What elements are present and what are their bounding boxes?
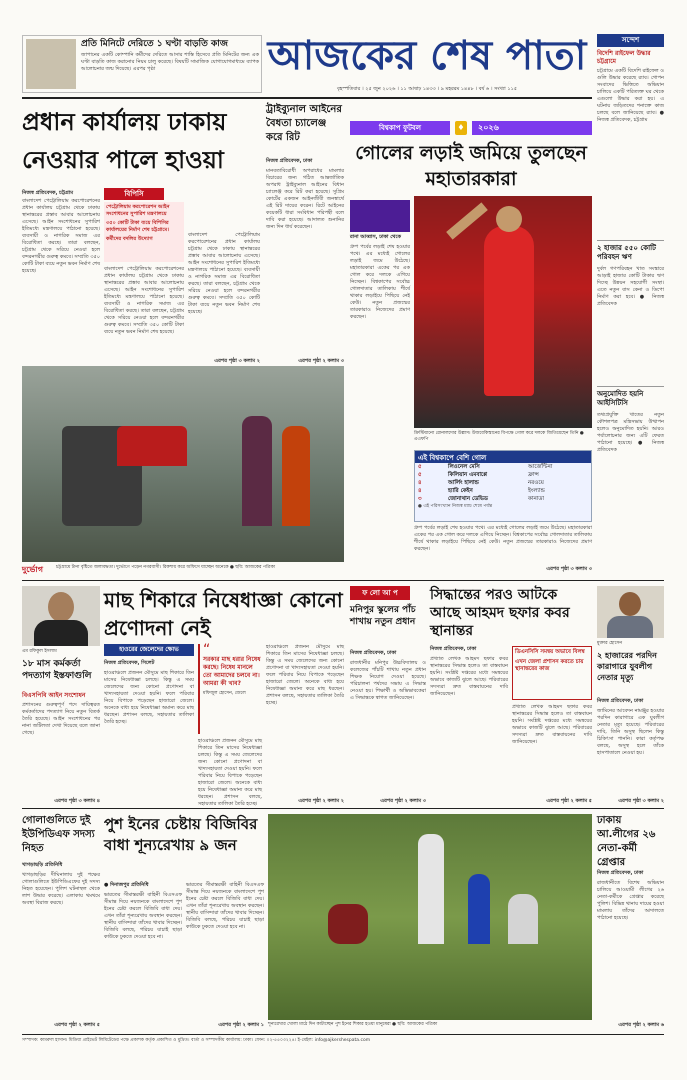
push-continued[interactable]: এরপর পৃষ্ঠা ২ কলাম ১ bbox=[218, 1022, 264, 1028]
trophy-icon: ♦ bbox=[455, 121, 467, 135]
table-row bbox=[415, 463, 591, 471]
jubo-continued[interactable]: এরপর পৃষ্ঠা ৩ কলাম ২ bbox=[618, 798, 664, 804]
grave-text-col1: প্রখ্যাত লেখক আহমদ ছফার কবর স্থানান্তরের সিদ্ধান্ত হলেও তা বাস্তবায়ন হয়নি। সংশ্লিষ্ট দপ্তরের মধ্যে সমন্বয়ের অভাবে কাজটি ঝুলে আছে। পরিবারের সদস্যরা দ্রুত বাস্তবায়নের দাবি জানিয়েছেন। bbox=[430, 656, 508, 697]
tribunal-byline: নিজস্ব প্রতিবেদক, ঢাকা bbox=[266, 158, 313, 164]
worldcup-text-col2: গ্রুপ পর্বের লড়াই শেষ হওয়ার পথে। এর মধ্যেই গোলের লড়াই জমে উঠেছে। মহাতারকারা একের পর এক গোল করে দলকে এগিয়ে নিচ্ছেন। বিশ্বকাপের সর্বোচ্চ গোলদাতার তালিকায় শীর্ষে থাকার লড়াইয়ে পিছিয়ে নেই কেউ। নতুন প্রজন্মের তারকারাও নিজেদের প্রমাণ করছেন। bbox=[414, 525, 592, 552]
player-arm bbox=[446, 202, 488, 239]
official-photo bbox=[22, 586, 100, 646]
push-text-col2: ভারতের সীমান্তরক্ষী বাহিনী বিএসএফ সীমান্ত দিয়ে নয়জনকে বাংলাদেশে পুশ ইনের চেষ্টা করলে বিজিবি বাধা দেয়। এখন তাঁরা শূন্যরেখায় অবস্থান করছেন। স্থানীয় বাসিন্দারা তাঁদের খাবার দিচ্ছেন। বিজিবি বলছে, পরিচয় যাচাই ছাড়া কাউকে ঢুকতে দেওয়া হবে না। bbox=[186, 882, 264, 930]
quote-mark-icon: “ bbox=[203, 642, 211, 658]
player-cell: হ্যারি কেইন bbox=[448, 488, 473, 494]
official-head bbox=[48, 592, 74, 622]
rickshaw-hood bbox=[117, 426, 187, 466]
upf-continued[interactable]: এরপর পৃষ্ঠা ২ কলাম ৫ bbox=[54, 1022, 100, 1028]
jubo-photo-caption: মুক্তার হোসেন bbox=[597, 641, 623, 646]
left-mid-headline[interactable]: ১৮ মাস কর্মকর্তা পদত্যাগ ইস্তফাগুলি bbox=[22, 659, 92, 681]
person-shape bbox=[418, 834, 444, 944]
lead-headline[interactable]: প্রধান কার্যালয় ঢাকায় নেওয়ার পালে হাওয়া bbox=[22, 108, 227, 174]
worldcup-reporter-photo bbox=[350, 200, 410, 232]
push-photo bbox=[268, 814, 592, 1020]
section-rule bbox=[22, 580, 664, 581]
person-shape bbox=[508, 894, 538, 944]
lead-continued[interactable]: এরপর পৃষ্ঠা ৩ কলাম ২ bbox=[214, 358, 260, 364]
dateline: বৃহস্পতিবার । ২৫ জুন ২০২৬ । ১১ আষাঢ় ১৪৩৩ । ৯ মহররম ১৪৪৮ । বর্ষ ৬ । সংখ্যা ১১৫ bbox=[336, 86, 518, 92]
player-cell: আর্লিং হালান্ড bbox=[448, 480, 479, 486]
sandesh-label: সন্দেশ bbox=[597, 34, 664, 47]
grave-continued[interactable]: এরপর পৃষ্ঠা ২ কলাম ৫ bbox=[546, 798, 592, 804]
goals-cell: ৩ bbox=[418, 496, 422, 502]
footer-rule bbox=[22, 1034, 664, 1035]
worldcup-byline: রানা আব্বাস, ঢাকা থেকে bbox=[350, 234, 401, 240]
promo-box bbox=[22, 35, 262, 93]
team-cell: আর্জেন্টিনা bbox=[528, 464, 553, 470]
ronaldo-photo bbox=[414, 196, 592, 428]
sandesh-divider-1 bbox=[597, 240, 664, 241]
jubo-head bbox=[619, 592, 641, 616]
table-row bbox=[415, 479, 591, 487]
person-shape bbox=[242, 416, 272, 526]
promo-text: জাপানের একটি কোম্পানি কর্মীদের দেরিতে আসার শাস্তি হিসেবে প্রতি মিনিটের জন্য এক ঘণ্টা বাড়তি কাজ করানোর নিয়ম চালু করেছে। বিষয়টি সামাজিক যোগাযোগমাধ্যমে ব্যাপক আলোচনার জন্ম দিয়েছে। এরপর পৃষ্ঠা bbox=[81, 52, 259, 72]
worldcup-continued[interactable]: এরপর পৃষ্ঠা ৩ কলাম ৩ bbox=[546, 566, 592, 572]
grave-bullets bbox=[512, 646, 592, 700]
person-shape bbox=[328, 904, 368, 944]
lead-bullets bbox=[104, 202, 184, 262]
grave-bullet: এখন জেলা প্রশাসন করতে চায় স্থানান্তরের কাজ bbox=[515, 659, 584, 672]
fish-tag: হাওরের জেলেদের ক্ষোভ bbox=[104, 644, 194, 656]
lead-bullet: কর্মীদের বদলির উদ্যোগ bbox=[106, 236, 153, 242]
scorers-table-title: এই বিশ্বকাপে বেশি গোল bbox=[415, 451, 591, 463]
jubo-text: জামিনের আবেদন নামঞ্জুর হওয়ার পরদিন কারাগারে এক যুবলীগ নেতার মৃত্যু হয়েছে। পরিবারের দাবি, তিনি অসুস্থ ছিলেন কিন্তু চিকিৎসা পাননি। কারা কর্তৃপক্ষ বলছে, অসুস্থ হলে তাঁকে হাসপাতালে নেওয়া হয়। bbox=[597, 708, 664, 756]
footer-imprint: সম্পাদক: কামরুল হাসান। মিডিয়া প্রাইভেট লিমিটেডের পক্ষে প্রকাশক কর্তৃক প্রকাশিত ও মুদ্রিত। বার্তা ও সম্পাদকীয় কার্যালয়: ঢাকা। ফোন: ০২-৫৫০৩২২৪। ই-মেইল: info@ajkershespata.com bbox=[22, 1038, 371, 1043]
jubo-headline[interactable]: ২ হাজারের পরদিন কারাগারে যুবলীগ নেতার মৃত্যু bbox=[597, 651, 657, 682]
section-rule bbox=[22, 808, 664, 809]
sandesh-item1-title: বিদেশি রাইফেল উদ্ধার চট্টগ্রামে bbox=[597, 50, 651, 65]
lead-tag: বিপিসি bbox=[104, 188, 164, 200]
worldcup-year: ২০২৬ bbox=[472, 121, 592, 135]
fish-quote bbox=[198, 644, 262, 734]
manipur-continued[interactable]: এরপর পৃষ্ঠা ২ কলাম ৩ bbox=[380, 798, 426, 804]
table-row bbox=[415, 487, 591, 495]
manipur-text: রাজধানীর মনিপুর উচ্চবিদ্যালয় ও কলেজের পাঁচটি শাখায় নতুন প্রধান শিক্ষক নিয়োগ দেওয়া হয়েছে। পরিচালনা পর্ষদের সভায় এ সিদ্ধান্ত নেওয়া হয়। শিক্ষার্থী ও অভিভাবকেরা এ সিদ্ধান্তকে স্বাগত জানিয়েছেন। bbox=[350, 660, 426, 701]
push-text-col1: ভারতের সীমান্তরক্ষী বাহিনী বিএসএফ সীমান্ত দিয়ে নয়জনকে বাংলাদেশে পুশ ইনের চেষ্টা করলে বিজিবি বাধা দেয়। এখন তাঁরা শূন্যরেখায় অবস্থান করছেন। স্থানীয় বাসিন্দারা তাঁদের খাবার দিচ্ছেন। বিজিবি বলছে, পরিচয় যাচাই ছাড়া কাউকে ঢুকতে দেওয়া হবে না। bbox=[104, 892, 182, 940]
masthead-rule bbox=[22, 97, 592, 99]
jubo-byline: নিজস্ব প্রতিবেদক, ঢাকা bbox=[597, 698, 644, 704]
fish-text-col3: হাওরাঞ্চলে প্রজনন মৌসুমে মাছ শিকারে তিন মাসের নিষেধাজ্ঞা চলছে। কিন্তু এ সময় জেলেদের জন্য কোনো প্রণোদনা বা খাদ্যসহায়তা দেওয়া হয়নি। ফলে পরিবার নিয়ে বিপাকে পড়েছেন হাজারো জেলে। অনেকে বাধ্য হয়ে নিষেধাজ্ঞা অমান্য করে মাছ ধরছেন। প্রশাসন বলছে, সহায়তার তালিকা তৈরি হচ্ছে। bbox=[266, 644, 344, 706]
worldcup-text-col1: গ্রুপ পর্বের লড়াই শেষ হওয়ার পথে। এর মধ্যেই গোলের লড়াই জমে উঠেছে। মহাতারকারা একের পর এক গোল করে দলকে এগিয়ে নিচ্ছেন। বিশ্বকাপের সর্বোচ্চ গোলদাতার তালিকায় শীর্ষে থাকার লড়াইয়ে পিছিয়ে নেই কেউ। নতুন প্রজন্মের তারকারাও নিজেদের প্রমাণ করছেন। bbox=[350, 244, 410, 320]
person-shape bbox=[468, 874, 490, 944]
fish-quote-by: মফিজুল হোসেন, জেলে bbox=[203, 691, 246, 696]
masthead-brand[interactable]: আজকের শেষ পাতা bbox=[267, 32, 587, 79]
lead-byline: নিজস্ব প্রতিবেদক, চট্টগ্রাম bbox=[22, 190, 73, 196]
rain-caption: চট্টগ্রামে টানা বৃষ্টিতে জলাবদ্ধতা। দুর্ভোগে পড়েন নগরবাসী। রিকশায় করে অফিসে যাচ্ছেন অনেকে ● ছবি: আজকের পত্রিকা bbox=[56, 565, 276, 570]
table-row bbox=[415, 495, 591, 503]
left-mid-sub: বিএসপিবি আইন সংশোধন bbox=[22, 692, 86, 699]
grave-text-col2: প্রখ্যাত লেখক আহমদ ছফার কবর স্থানান্তরের সিদ্ধান্ত হলেও তা বাস্তবায়ন হয়নি। সংশ্লিষ্ট দপ্তরের মধ্যে সমন্বয়ের অভাবে কাজটি ঝুলে আছে। পরিবারের সদস্যরা দ্রুত বাস্তবায়নের দাবি জানিয়েছেন। bbox=[512, 704, 592, 745]
player-cell: লিওনেল মেসি bbox=[448, 464, 480, 470]
push-byline: ● দিনাজপুর প্রতিনিধি bbox=[104, 882, 149, 888]
tribunal-continued[interactable]: এরপর পৃষ্ঠা ২ কলাম ৩ bbox=[298, 358, 344, 364]
awami-continued[interactable]: এরপর পৃষ্ঠা ২ কলাম ৬ bbox=[618, 1022, 664, 1028]
fish-byline: নিজস্ব প্রতিবেদক, সিলেট bbox=[104, 660, 155, 666]
worldcup-caption: ক্রিস্টিয়ানো রোনালদোর উল্লাস। উজবেকিস্তানের বিপক্ষে গোল করে দলকে জিতিয়েছেন তিনি ● এএফপি bbox=[414, 431, 584, 442]
goals-cell: ৪ bbox=[418, 488, 422, 494]
team-cell: ফ্রান্স bbox=[528, 472, 539, 478]
manipur-byline: নিজস্ব প্রতিবেদক, ঢাকা bbox=[350, 650, 397, 656]
awami-text: রাজধানীতে বিশেষ অভিযান চালিয়ে আওয়ামী লীগের ২৬ নেতা-কর্মীকে গ্রেপ্তার করেছে পুলিশ। বিভিন্ন থানায় দায়ের হওয়া মামলায় তাঁদের আদালতে পাঠানো হয়েছে। bbox=[597, 880, 664, 921]
grave-byline: নিজস্ব প্রতিবেদক, ঢাকা bbox=[430, 646, 477, 652]
worldcup-headline[interactable]: গোলের লড়াই জমিয়ে তুলছেন মহাতারকারা bbox=[355, 142, 587, 190]
sandesh-item2-text: দুর্বল গণপরিবহন খাত সংস্কারে আড়াই হাজার কোটি টাকার ঋণ দিচ্ছে উন্নয়ন সহযোগী সংস্থা। এতে নতুন বাস কেনা ও ডিপো নির্মাণ করা হবে। ● নিজস্ব প্রতিবেদক bbox=[597, 266, 664, 307]
tribunal-text-col1: মানবতাবিরোধী অপরাধের মামলার বিচারের জন্য গঠিত আন্তর্জাতিক অপরাধ ট্রাইব্যুনাল আইনের বিধান চ্যালেঞ্জ করে রিট করা হয়েছে। সুপ্রিম কোর্টের একজন আইনজীবী জনস্বার্থে এই রিট দায়ের করেন। রিটে আইনের কয়েকটি ধারা সংবিধান পরিপন্থী বলে দাবি করা হয়েছে। আদালত শুনানির জন্য দিন ধার্য করেছেন। bbox=[266, 168, 344, 230]
tribunal-headline[interactable]: ট্রাইব্যুনাল আইনের বৈধতা চ্যালেঞ্জ করে রিট bbox=[266, 104, 342, 143]
team-cell: কানাডা bbox=[528, 496, 544, 502]
awami-byline: নিজস্ব প্রতিবেদক, ঢাকা bbox=[597, 870, 644, 876]
sandesh-item1-text: চট্টগ্রামে একটি বিদেশি রাইফেল ও গুলি উদ্ধার করেছে র‍্যাব। গোপন সংবাদের ভিত্তিতে অভিযান চালিয়ে একটি পরিত্যক্ত ঘর থেকে এগুলো উদ্ধার করা হয়। এ ঘটনায় জড়িতদের শনাক্তে কাজ চলছে বলে জানিয়েছে র‍্যাব। ● নিজস্ব প্রতিবেদক, চট্টগ্রাম bbox=[597, 68, 664, 123]
lead-bullet: পেট্রোলিয়াম করপোরেশন আইন সংশোধনের সুপারিশ মন্ত্রণালয়ে bbox=[106, 204, 170, 217]
upf-text: খাগড়াছড়ির দীঘিনালায় দুই পক্ষের গোলাগুলিতে ইউপিডিএফের দুই সদস্য নিহত হয়েছেন। পুলিশ ঘটনাস্থল থেকে লাশ উদ্ধার করেছে। এলাকায় থমথমে অবস্থা বিরাজ করছে। bbox=[22, 872, 100, 906]
goals-cell: ৫ bbox=[418, 472, 422, 478]
awami-headline[interactable]: ঢাকায় আ.লীগের ২৬ নেতা-কর্মী গ্রেপ্তার bbox=[597, 815, 656, 868]
fish-headline[interactable]: মাছ শিকারে নিষেধাজ্ঞা কোনো প্রণোদনা নেই bbox=[104, 588, 343, 640]
fish-continued[interactable]: এরপর পৃষ্ঠা ২ কলাম ২ bbox=[298, 798, 344, 804]
table-row bbox=[415, 471, 591, 479]
goals-cell: ৪ bbox=[418, 480, 422, 486]
person-shape bbox=[282, 426, 310, 526]
promo-headline: প্রতি মিনিটে দেরিতে ১ ঘণ্টা বাড়তি কাজ bbox=[81, 39, 228, 49]
grave-bullet: ডিএনসিসি সমন্বয় অভাবে বিলম্ব bbox=[515, 649, 585, 655]
scorers-table-note: ● এই পরিসংখ্যান নিজস্ব ম্যাচ শেষে পর্যন্ত bbox=[418, 504, 493, 509]
team-cell: ইংল্যান্ড bbox=[528, 488, 545, 494]
push-caption: শূন্যরেখার খোলা মাঠে দিন কাটাচ্ছেন পুশ ইনের শিকার হওয়া মানুষেরা ● ছবি: আজকের পত্রিকা bbox=[268, 1022, 438, 1027]
worldcup-label: বিশ্বকাপ ফুটবল bbox=[350, 121, 450, 135]
push-headline[interactable]: পুশ ইনের চেষ্টায় বিজিবির বাধা শূন্যরেখায় ৯ জন bbox=[104, 815, 258, 854]
fish-quote-text: সরকার মাছ ধরার নিষেধ করছে। নিষেধ মানলে তো আমাদের চলবে না। আমরা কী খাব? bbox=[203, 656, 261, 687]
lead-text-col2: বাংলাদেশ পেট্রোলিয়াম করপোরেশনের প্রধান কার্যালয় চট্টগ্রাম থেকে ঢাকায় স্থানান্তরের প্রস্তাব আবার আলোচনায় এসেছে। আইন সংশোধনের সুপারিশ ইতিমধ্যে মন্ত্রণালয়ে পাঠানো হয়েছে। ব্যবসায়ী ও নাগরিক সমাজ এর বিরোধিতা করছে। তারা বলছেন, চট্টগ্রাম থেকে সরিয়ে নেওয়া হলে বন্দরনগরীর গুরুত্ব কমবে। সম্প্রতি ৩৫০ কোটি টাকা ব্যয়ে নতুন ভবন নির্মাণ শেষ হয়েছে। bbox=[104, 266, 184, 335]
team-cell: নরওয়ে bbox=[528, 480, 544, 486]
manipur-headline[interactable]: মনিপুর স্কুলের পাঁচ শাখায় নতুন প্রধান bbox=[350, 605, 416, 627]
fish-text-col1: হাওরাঞ্চলে প্রজনন মৌসুমে মাছ শিকারে তিন মাসের নিষেধাজ্ঞা চলছে। কিন্তু এ সময় জেলেদের জন্য কোনো প্রণোদনা বা খাদ্যসহায়তা দেওয়া হয়নি। ফলে পরিবার নিয়ে বিপাকে পড়েছেন হাজারো জেলে। অনেকে বাধ্য হয়ে নিষেধাজ্ঞা অমান্য করে মাছ ধরছেন। প্রশাসন বলছে, সহায়তার তালিকা তৈরি হচ্ছে। bbox=[104, 670, 194, 725]
sandesh-divider-2 bbox=[597, 386, 664, 387]
rain-photo bbox=[22, 366, 344, 562]
player-cell: জোনাথান ডেভিড bbox=[448, 496, 488, 502]
left-mid-text: প্রশাসনের গুরুত্বপূর্ণ পদে দায়িত্বরত কর্মকর্তাদের পদত্যাগ নিয়ে নতুন বিতর্ক তৈরি হয়েছে। আইন সংশোধনের পর নানা জটিলতা দেখা দিয়েছে বলে জানা গেছে। bbox=[22, 702, 100, 736]
scorers-table bbox=[414, 450, 592, 522]
upf-headline[interactable]: গোলাগুলিতে দুই ইউপিডিএফ সদস্য নিহত bbox=[22, 815, 95, 854]
player-head bbox=[496, 206, 522, 232]
player-cell: কিলিয়ান এমবাপ্পে bbox=[448, 472, 487, 478]
promo-photo bbox=[26, 39, 76, 89]
sandesh-item3-title: অনুমোদিত হয়নি আইসিটিসি bbox=[597, 390, 644, 407]
official-photo-caption: এম রফিকুল ইসলাম bbox=[22, 649, 57, 654]
fish-text-col2: হাওরাঞ্চলে প্রজনন মৌসুমে মাছ শিকারে তিন মাসের নিষেধাজ্ঞা চলছে। কিন্তু এ সময় জেলেদের জন্য কোনো প্রণোদনা বা খাদ্যসহায়তা দেওয়া হয়নি। ফলে পরিবার নিয়ে বিপাকে পড়েছেন হাজারো জেলে। অনেকে বাধ্য হয়ে নিষেধাজ্ঞা অমান্য করে মাছ ধরছেন। প্রশাসন বলছে, সহায়তার তালিকা তৈরি হচ্ছে। bbox=[198, 738, 262, 807]
rain-tag: দুর্ভোগ bbox=[22, 565, 43, 574]
lead-text-col1: বাংলাদেশ পেট্রোলিয়াম করপোরেশনের প্রধান কার্যালয় চট্টগ্রাম থেকে ঢাকায় স্থানান্তরের প্রস্তাব আবার আলোচনায় এসেছে। আইন সংশোধনের সুপারিশ ইতিমধ্যে মন্ত্রণালয়ে পাঠানো হয়েছে। ব্যবসায়ী ও নাগরিক সমাজ এর বিরোধিতা করছে। তারা বলছেন, চট্টগ্রাম থেকে সরিয়ে নেওয়া হলে বন্দরনগরীর গুরুত্ব কমবে। সম্প্রতি ৩৫০ কোটি টাকা ব্যয়ে নতুন ভবন নির্মাণ শেষ হয়েছে। bbox=[22, 198, 100, 274]
lead-bullet: ৩৫০ কোটি টাকা ব্যয়ে বিপিসির কার্যালয়ের নির্মাণ শেষ চট্টগ্রামে। bbox=[106, 220, 169, 233]
lead-text-col3: বাংলাদেশ পেট্রোলিয়াম করপোরেশনের প্রধান কার্যালয় চট্টগ্রাম থেকে ঢাকায় স্থানান্তরের প্রস্তাব আবার আলোচনায় এসেছে। আইন সংশোধনের সুপারিশ ইতিমধ্যে মন্ত্রণালয়ে পাঠানো হয়েছে। ব্যবসায়ী ও নাগরিক সমাজ এর বিরোধিতা করছে। তারা বলছেন, চট্টগ্রাম থেকে সরিয়ে নেওয়া হলে বন্দরনগরীর গুরুত্ব কমবে। সম্প্রতি ৩৫০ কোটি টাকা ব্যয়ে নতুন ভবন নির্মাণ শেষ হয়েছে। bbox=[188, 232, 260, 315]
jubo-shirt bbox=[607, 616, 653, 638]
upf-byline: খাগড়াছড়ি প্রতিনিধি bbox=[22, 862, 63, 868]
manipur-tag: ফ লো আ প bbox=[350, 586, 410, 600]
jubo-photo bbox=[597, 586, 664, 638]
official-suit bbox=[34, 620, 88, 646]
goals-cell: ৫ bbox=[418, 464, 422, 470]
sandesh-item3-text: তথ্যপ্রযুক্তি খাতের নতুন কৌশলপত্র মন্ত্রিসভায় উত্থাপন হলেও অনুমোদিত হয়নি। আরও পর্যালোচনার জন্য এটি ফেরত পাঠানো হয়েছে। ● নিজস্ব প্রতিবেদক bbox=[597, 412, 664, 453]
left-mid-continued[interactable]: এরপর পৃষ্ঠা ৩ কলাম ৪ bbox=[54, 798, 100, 804]
sandesh-item2-title: ২ হাজার ৫৫০ কোটি পরিবহন ঋণ bbox=[597, 244, 656, 261]
grave-headline[interactable]: সিদ্ধান্তের পরও আটকে আছে আহমদ ছফার কবর স্থানান্তর bbox=[430, 587, 570, 639]
player-figure bbox=[484, 226, 534, 396]
